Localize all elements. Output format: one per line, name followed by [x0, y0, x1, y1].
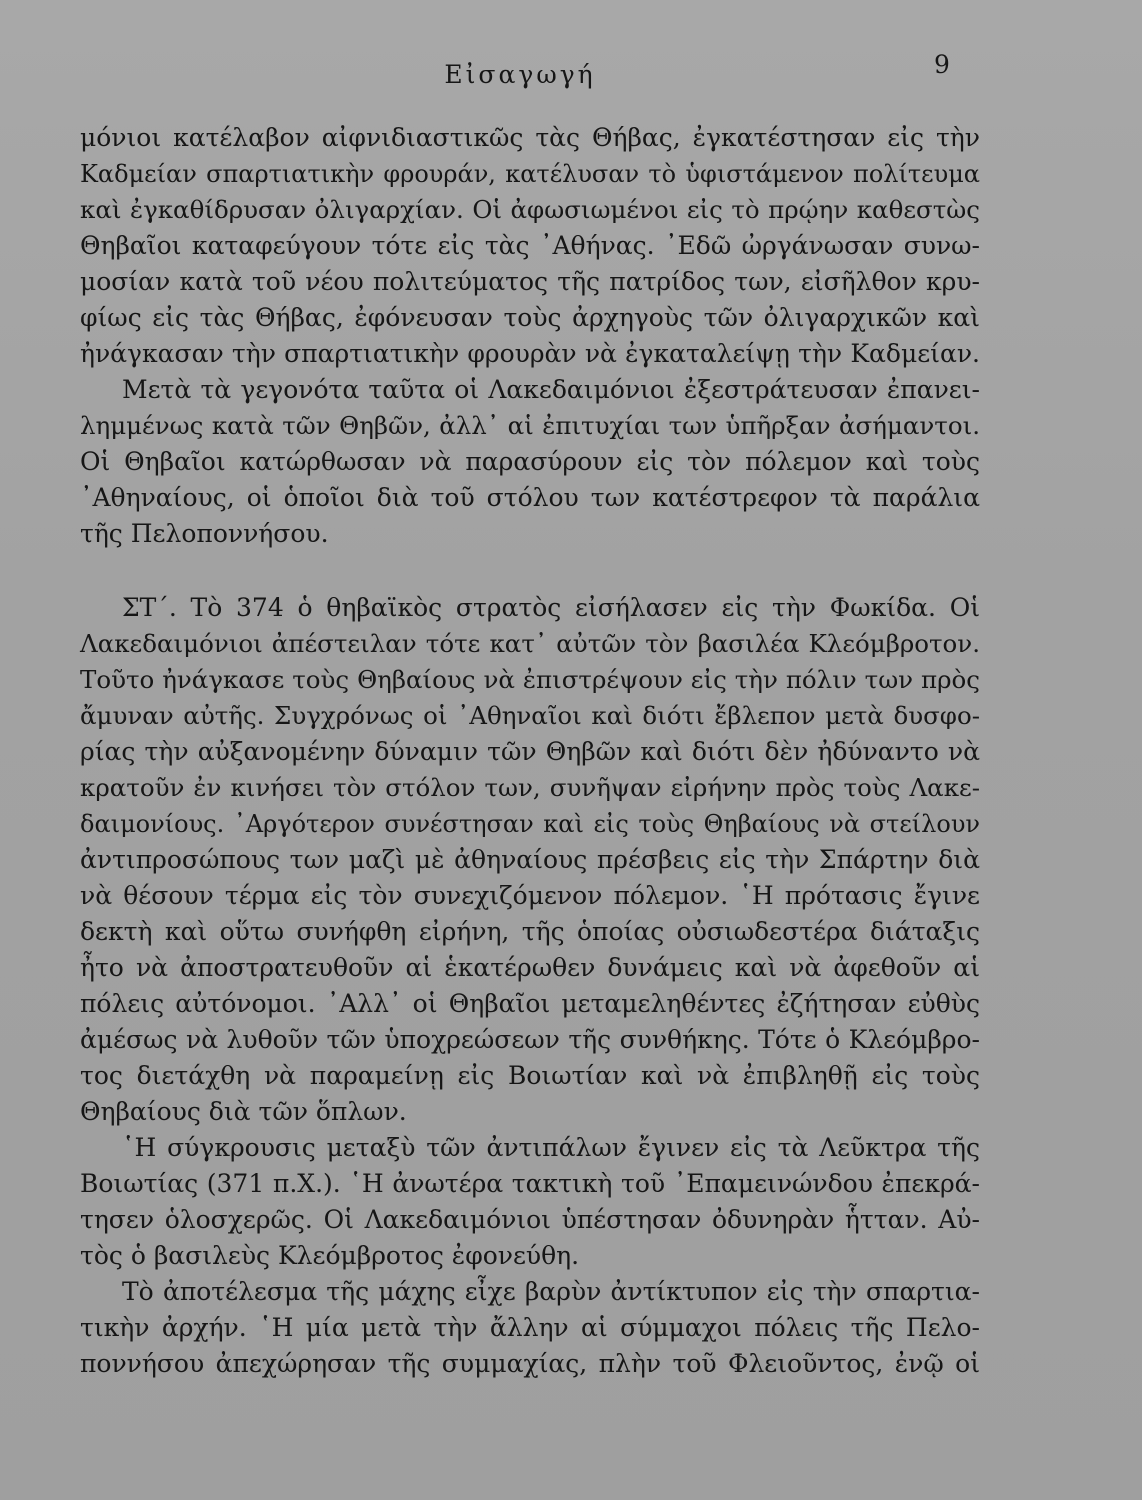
text-line: Βοιωτίας (371 π.Χ.). ῾Η ἀνωτέρα τακτικὴ τοῦ ᾿Επαμεινώνδου ἐπεκρά-	[80, 1169, 980, 1198]
text-line: Τοῦτο ἠνάγκασε τοὺς Θηβαίους νὰ ἐπιστρέψουν εἰς τὴν πόλιν των πρὸς	[80, 665, 980, 694]
text-line: νὰ θέσουν τέρμα εἰς τὸν συνεχιζόμενον πόλεμον. ῾Η πρότασις ἔγινε	[80, 881, 980, 910]
text-line: ῾Η σύγκρουσις μεταξὺ τῶν ἀντιπάλων ἔγινεν εἰς τὰ Λεῦκτρα τῆς	[122, 1133, 980, 1162]
text-line: ἄμυναν αὐτῆς. Συγχρόνως οἱ ᾿Αθηναῖοι καὶ διότι ἔβλεπον μετὰ δυσφο-	[80, 701, 980, 730]
text-line: Τὸ ἀποτέλεσμα τῆς μάχης εἶχε βαρὺν ἀντίκτυπον εἰς τὴν σπαρτια-	[122, 1277, 980, 1306]
text-line: τὸς ὁ βασιλεὺς Κλεόμβροτος ἐφονεύθη.	[80, 1241, 580, 1270]
text-line: Καδμείαν σπαρτιατικὴν φρουράν, κατέλυσαν τὸ ὑφιστάμενον πολίτευμα	[80, 160, 980, 188]
text-line: πόλεις αὐτόνομοι. ᾿Αλλ᾿ οἱ Θηβαῖοι μεταμεληθέντες ἐζήτησαν εὐθὺς	[80, 989, 980, 1018]
text-line: ἠνάγκασαν τὴν σπαρτιατικὴν φρουρὰν νὰ ἐγκαταλείψῃ τὴν Καδμείαν.	[80, 339, 980, 368]
page-number: 9	[934, 50, 950, 79]
text-line: κρατοῦν ἐν κινήσει τὸν στόλον των, συνῆψαν εἰρήνην πρὸς τοὺς Λακε-	[80, 773, 980, 802]
text-line: ἀμέσως νὰ λυθοῦν τῶν ὑποχρεώσεων τῆς συνθήκης. Τότε ὁ Κλεόμβρο-	[80, 1025, 980, 1054]
chapter-title: Εἰσαγωγή	[444, 60, 596, 89]
text-line: μοσίαν κατὰ τοῦ νέου πολιτεύματος τῆς πατρίδος των, εἰσῆλθον κρυ-	[80, 267, 980, 296]
text-line: ἀντιπροσώπους των μαζὶ μὲ ἀθηναίους πρέσβεις εἰς τὴν Σπάρτην διὰ	[80, 845, 980, 874]
text-line: Λακεδαιμόνιοι ἀπέστειλαν τότε κατ᾿ αὐτῶν τὸν βασιλέα Κλεόμβροτον.	[80, 629, 980, 658]
text-line: τικὴν ἀρχήν. ῾Η μία μετὰ τὴν ἄλλην αἱ σύμμαχοι πόλεις τῆς Πελο-	[80, 1313, 980, 1342]
text-line: δαιμονίους. ᾿Αργότερον συνέστησαν καὶ εἰς τοὺς Θηβαίους νὰ στείλουν	[80, 810, 980, 838]
text-line: Μετὰ τὰ γεγονότα ταῦτα οἱ Λακεδαιμόνιοι ἐξεστράτευσαν ἐπανει-	[122, 375, 980, 404]
text-line: ποννήσου ἀπεχώρησαν τῆς συμμαχίας, πλὴν τοῦ Φλειοῦντος, ἐνῷ οἱ	[80, 1349, 980, 1378]
text-line: τος διετάχθη νὰ παραμείνῃ εἰς Βοιωτίαν καὶ νὰ ἐπιβληθῇ εἰς τοὺς	[80, 1061, 980, 1090]
text-line: ἦτο νὰ ἀποστρατευθοῦν αἱ ἑκατέρωθεν δυνάμεις καὶ νὰ ἀφεθοῦν αἱ	[80, 953, 980, 982]
text-line: λημμένως κατὰ τῶν Θηβῶν, ἀλλ᾿ αἱ ἐπιτυχίαι των ὑπῆρξαν ἀσήμαντοι.	[80, 411, 980, 440]
text-line: φίως εἰς τὰς Θήβας, ἐφόνευσαν τοὺς ἀρχηγοὺς τῶν ὀλιγαρχικῶν καὶ	[80, 303, 980, 332]
text-line: τησεν ὁλοσχερῶς. Οἱ Λακεδαιμόνιοι ὑπέστησαν ὀδυνηρὰν ἧτταν. Αὐ-	[80, 1205, 980, 1234]
text-line: Οἱ Θηβαῖοι κατώρθωσαν νὰ παρασύρουν εἰς τὸν πόλεμον καὶ τοὺς	[80, 447, 980, 476]
text-line: καὶ ἐγκαθίδρυσαν ὀλιγαρχίαν. Οἱ ἀφωσιωμένοι εἰς τὸ πρῴην καθεστὼς	[80, 195, 980, 224]
section-gap	[80, 552, 980, 590]
text-line: Θηβαίους διὰ τῶν ὅπλων.	[80, 1097, 407, 1126]
body-text	[80, 120, 980, 1382]
text-line: ρίας τὴν αὐξανομένην δύναμιν τῶν Θηβῶν καὶ διότι δὲν ἠδύναντο νὰ	[80, 737, 980, 766]
text-line: μόνιοι κατέλαβον αἰφνιδιαστικῶς τὰς Θήβας, ἐγκατέστησαν εἰς τὴν	[80, 123, 980, 152]
running-head	[0, 50, 1142, 94]
text-line: ΣΤ΄. Τὸ 374 ὁ θηβαϊκὸς στρατὸς εἰσήλασεν εἰς τὴν Φωκίδα. Οἱ	[122, 593, 980, 622]
text-line: δεκτὴ καὶ οὕτω συνήφθη εἰρήνη, τῆς ὁποίας οὐσιωδεστέρα διάταξις	[80, 917, 980, 946]
text-line: τῆς Πελοποννήσου.	[80, 519, 329, 548]
text-line: Θηβαῖοι καταφεύγουν τότε εἰς τὰς ᾿Αθήνας. ᾿Εδῶ ὠργάνωσαν συνω-	[80, 231, 980, 260]
text-line: ᾿Αθηναίους, οἱ ὁποῖοι διὰ τοῦ στόλου των κατέστρεφον τὰ παράλια	[80, 483, 980, 512]
